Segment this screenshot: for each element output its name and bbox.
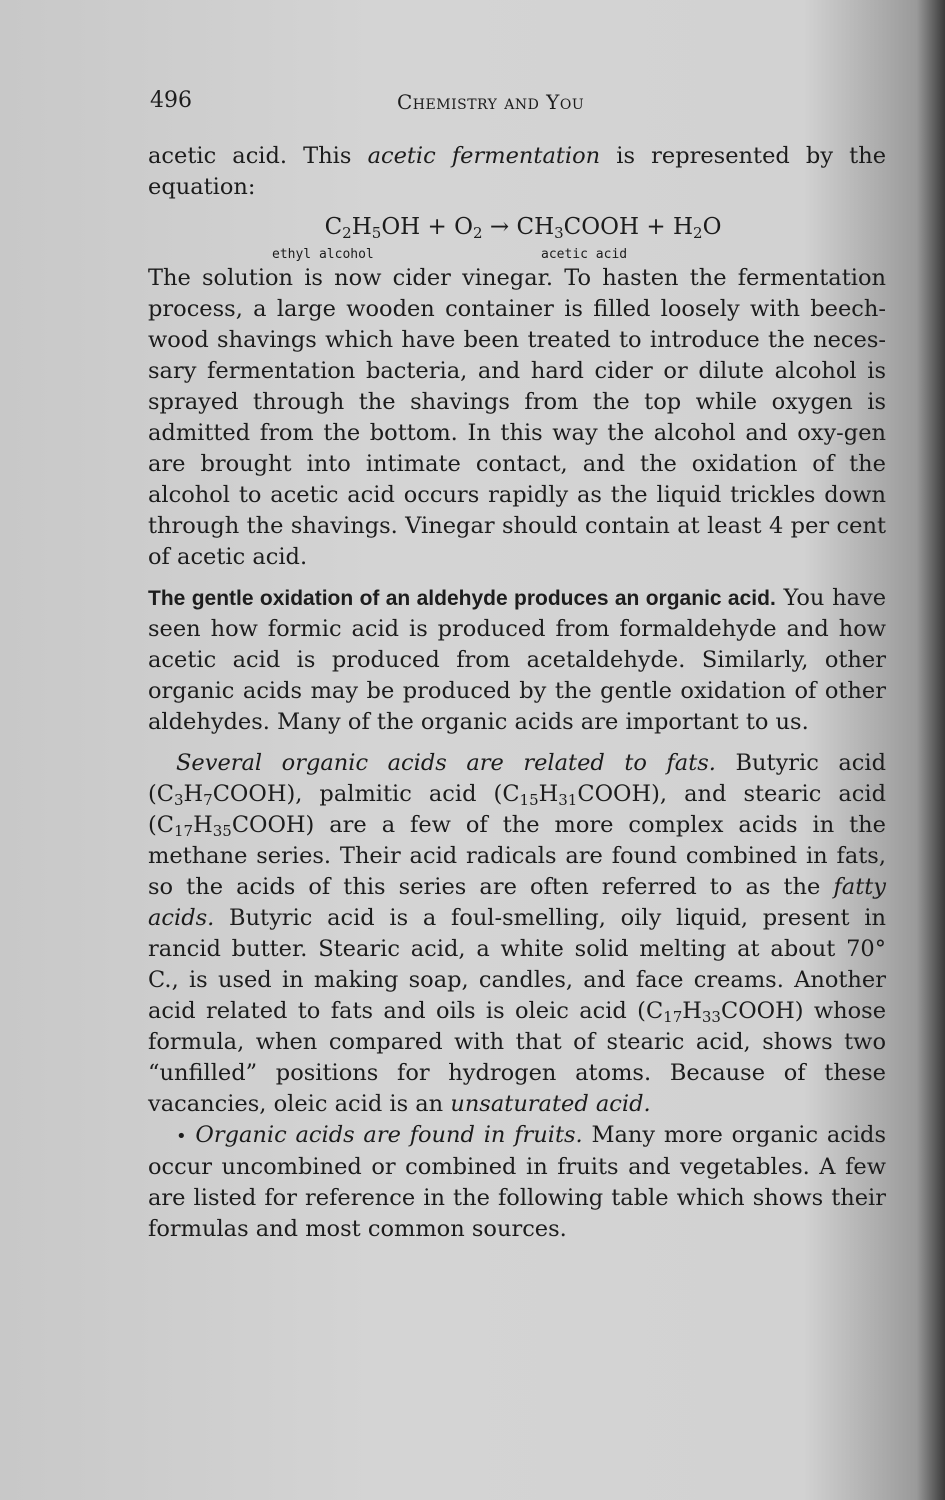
label-acetic-acid: acetic acid — [541, 247, 628, 262]
section-heading-aldehyde: The gentle oxidation of an aldehyde produces an organic acid. — [148, 587, 776, 610]
subheading-fruits: Organic acids are found in fruits. — [186, 1122, 583, 1148]
term-unsaturated-acid: unsaturated acid. — [450, 1091, 651, 1117]
paragraph-fatty-acids: Several organic acids are related to fats. Butyric acid $(C_3H_7COOH)$, palmitic acid $(C_{15}H_{31}COOH)$, and stearic acid $(C_{17}H_{35}COOH)$ are a few of the more complex acids in the methane series. Their acid radicals are found combined in fats, so the acids of this series are often referred to as the fatty acids. Butyric acid is a foul-smelling, oily liquid, present in rancid butter. Stearic acid, a white solid melting at about 70° C., is used in making soap, candles, and face creams. Another acid related to fats and oils is oleic acid $(C_{17}H_{33}COOH)$ whose formula, when compared with that of stearic acid, shows two “unfilled” positions for hydrogen atoms. Because of these vacancies, oleic acid is an unsaturated acid. — [148, 750, 887, 1117]
paragraph-acetic-fermentation: acetic acid. This acetic fermentation is represented by the equation: — [148, 143, 887, 200]
paragraph-aldehyde-oxidation: The gentle oxidation of an aldehyde produces an organic acid. You have seen how formic acid is produced from formaldehyde and how acetic acid is produced from acetaldehyde. Similarly, other organic acids may be produced by the gentle oxidation of other aldehydes. Many of the organic acids are important to us. — [148, 585, 887, 735]
bullet-icon: • — [176, 1126, 187, 1147]
reaction-arrow: → — [482, 214, 517, 240]
chemical-equation: $C_2H_5OH + O_2$ → $CH_3COOH + H_2O$ — [324, 214, 722, 242]
page-header — [150, 88, 885, 118]
term-fatty-acids: fatty acids. — [148, 874, 886, 931]
paragraph-cider-vinegar: The solution is now cider vinegar. To hasten the fermentation process, a large wooden container is filled loosely with beech-wood shavings which have been treated to introduce the neces-sary fermentation bacteria, and hard cider or dilute alcohol is sprayed through the shavings from the top while oxygen is admitted from the bottom. In this way the alcohol and oxy-gen are brought into intimate contact, and the oxidation of the alcohol to acetic acid occurs rapidly as the liquid trickles down through the shavings. Vinegar should contain at least 4 per cent of acetic acid. — [148, 265, 886, 570]
paragraph-fruit-acids: • Organic acids are found in fruits. Many more organic acids occur uncombined or combined in fruits and vegetables. A few are listed for reference in the following table which shows their formulas and most common sources. — [148, 1122, 886, 1242]
page-body — [148, 141, 886, 1245]
label-ethyl-alcohol: ethyl alcohol — [272, 247, 374, 262]
running-title: Chemistry and You — [397, 90, 585, 114]
subheading-fats: Several organic acids are related to fats. — [176, 750, 716, 776]
page-number: 496 — [150, 88, 192, 113]
term-acetic-fermentation: acetic fermentation — [367, 143, 601, 169]
equation-labels — [148, 241, 886, 263]
